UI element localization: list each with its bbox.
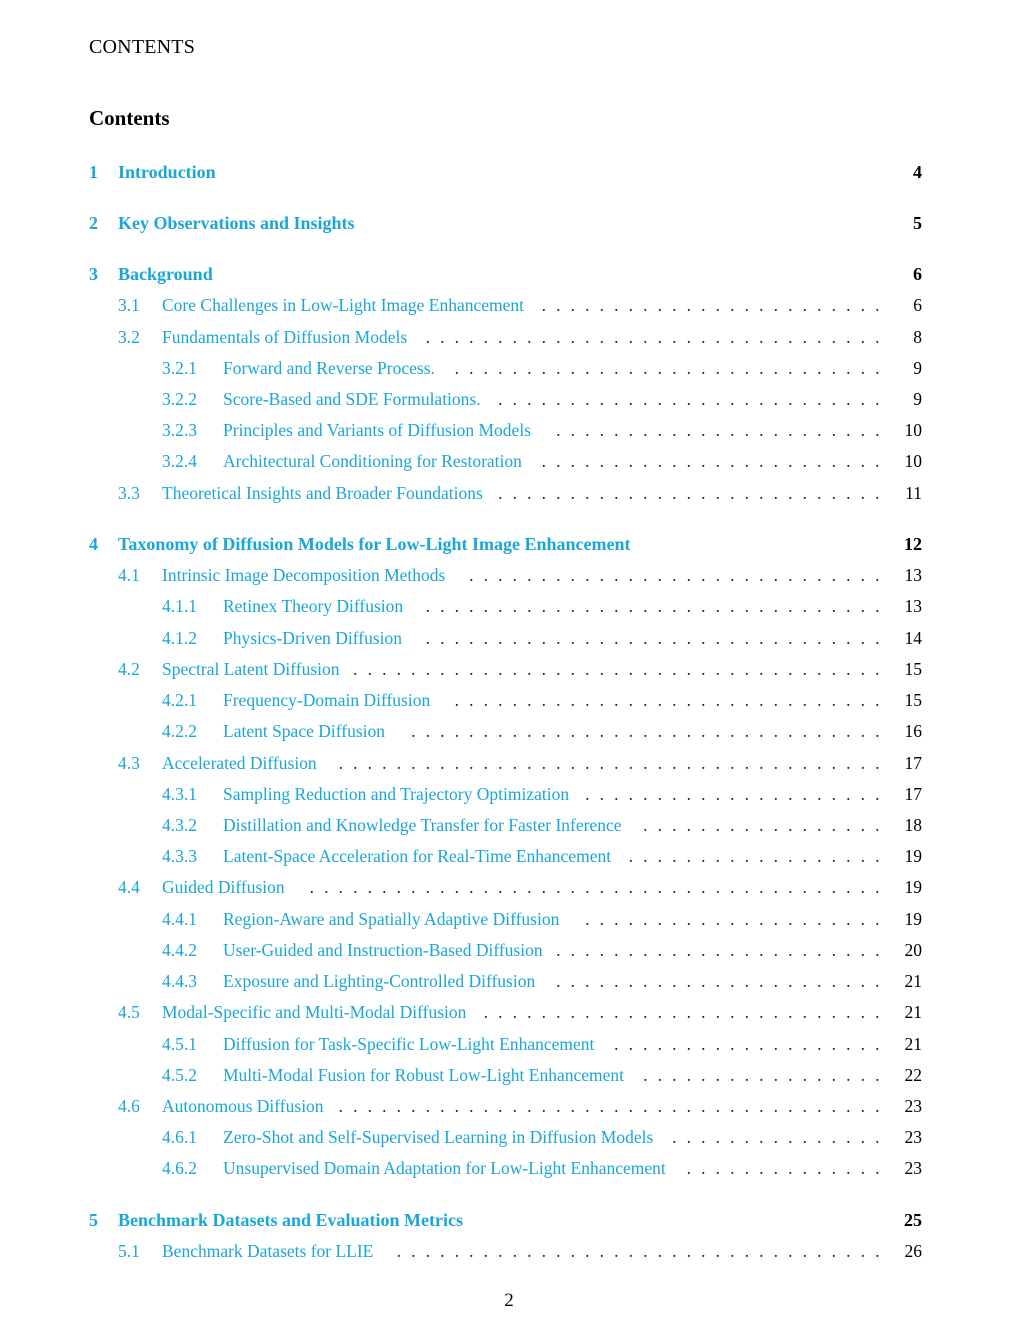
toc-entry-number[interactable]: 4.3.1: [162, 784, 197, 804]
toc-entry[interactable]: [0, 687, 1018, 713]
dot-leader: . . . . . . . . . . . . . . . . . . . . . . . .: [541, 295, 880, 315]
dot-leader: . . . . . . . . . . . . . . . . . . . . .: [585, 784, 880, 804]
toc-entry-title[interactable]: Multi-Modal Fusion for Robust Low-Light Enhancement: [223, 1062, 632, 1088]
dot-leader: . . . . . . . . . . . . . . . . . . . . . . . .: [541, 451, 880, 471]
toc-entry-title[interactable]: Guided Diffusion: [162, 874, 293, 900]
toc-entry[interactable]: [0, 937, 1018, 963]
toc-entry-number[interactable]: 4.1: [118, 565, 140, 585]
toc-entry-page: 8: [913, 327, 922, 347]
toc-entry[interactable]: [0, 1093, 1018, 1119]
toc-entry-page: 11: [905, 483, 922, 503]
toc-entry-title[interactable]: Principles and Variants of Diffusion Models: [223, 417, 539, 443]
toc-entry-number[interactable]: 3.2.2: [162, 389, 197, 409]
toc-entry[interactable]: [0, 999, 1018, 1025]
toc-entry-title[interactable]: Autonomous Diffusion: [162, 1093, 332, 1119]
toc-entry[interactable]: [0, 324, 1018, 350]
toc-entry-title[interactable]: Benchmark Datasets and Evaluation Metrics: [118, 1207, 471, 1233]
toc-entry-number[interactable]: 3: [89, 264, 98, 284]
dot-leader: . . . . . . . . . . . . . . . . . .: [628, 846, 880, 866]
toc-entry-page: 15: [904, 690, 922, 710]
toc-entry[interactable]: [0, 750, 1018, 776]
toc-entry-title[interactable]: Exposure and Lighting-Controlled Diffusion: [223, 968, 543, 994]
toc-entry-title[interactable]: Taxonomy of Diffusion Models for Low-Light Image Enhancement: [118, 531, 639, 557]
toc-entry-page: 21: [904, 1002, 922, 1022]
dot-leader: . . . . . . . . . . . . . . . . . . . . . . . . . . . . . . . .: [425, 327, 880, 347]
toc-entry[interactable]: [0, 562, 1018, 588]
toc-entry-number[interactable]: 4.5.2: [162, 1065, 197, 1085]
toc-entry-page: 6: [913, 295, 922, 315]
toc-entry-title[interactable]: Intrinsic Image Decomposition Methods: [162, 562, 453, 588]
toc-entry[interactable]: [0, 625, 1018, 651]
toc-entry-number[interactable]: 3.3: [118, 483, 140, 503]
toc-entry-number[interactable]: 5: [89, 1210, 98, 1230]
toc-entry-number[interactable]: 3.2.4: [162, 451, 197, 471]
toc-entry-page: 16: [904, 721, 922, 741]
toc-entry-page: 10: [904, 420, 922, 440]
toc-entry[interactable]: [0, 1207, 1018, 1233]
toc-entry-page: 20: [904, 940, 922, 960]
toc-entry-page: 13: [904, 596, 922, 616]
toc-entry-page: 5: [913, 213, 922, 233]
toc-entry[interactable]: [0, 448, 1018, 474]
toc-entry-title[interactable]: Physics-Driven Diffusion: [223, 625, 410, 651]
dot-leader: . . . . . . . . . . . . . .: [686, 1158, 880, 1178]
dot-leader: . . . . . . . . . . . . . . . . . . . . . . . . . . . . . .: [454, 358, 880, 378]
toc-entry[interactable]: [0, 781, 1018, 807]
toc-entry-title[interactable]: User-Guided and Instruction-Based Diffusion: [223, 937, 551, 963]
toc-entry-page: 23: [904, 1158, 922, 1178]
toc-entry-page: 26: [904, 1241, 922, 1261]
toc-entry-page: 9: [913, 389, 922, 409]
toc-entry-title[interactable]: Score-Based and SDE Formulations.: [223, 386, 489, 412]
dot-leader: . . . . . . . . . . . . . . . . . . . . . . . . . . .: [498, 389, 880, 409]
toc-entry-number[interactable]: 4.5: [118, 1002, 140, 1022]
dot-leader: . . . . . . . . . . . . . . . . . . . . .: [585, 909, 880, 929]
toc-entry-page: 22: [904, 1065, 922, 1085]
toc-heading: Contents: [89, 106, 170, 130]
dot-leader: . . . . . . . . . . . . . . . . . . . . . . . . . . . . . . . . . . . . . .: [338, 1096, 880, 1116]
toc-entry-title[interactable]: Diffusion for Task-Specific Low-Light Enhancement: [223, 1031, 602, 1057]
toc-entry-number[interactable]: 4.2.1: [162, 690, 197, 710]
toc-entry[interactable]: [0, 843, 1018, 869]
toc-entry-number[interactable]: 4.1.2: [162, 628, 197, 648]
toc-entry[interactable]: [0, 292, 1018, 318]
toc-entry-title[interactable]: Core Challenges in Low-Light Image Enhancement: [162, 292, 532, 318]
toc-entry-page: 13: [904, 565, 922, 585]
dot-leader: . . . . . . . . . . . . . . . . . . . . . . . . . . . . . . . . . . . . .: [353, 659, 880, 679]
dot-leader: . . . . . . . . . . . . . . . . . . . . . . . . . . . .: [483, 1002, 880, 1022]
dot-leader: . . . . . . . . . . . . . . .: [672, 1127, 880, 1147]
toc-entry-number[interactable]: 4.4.2: [162, 940, 197, 960]
toc-entry-page: 17: [904, 784, 922, 804]
toc-entry-number[interactable]: 4.3.2: [162, 815, 197, 835]
toc-entry[interactable]: [0, 1062, 1018, 1088]
toc-entry-page: 12: [904, 534, 922, 554]
toc-entry-title[interactable]: Introduction: [118, 159, 224, 185]
toc-entry-title[interactable]: Latent Space Diffusion: [223, 718, 393, 744]
dot-leader: . . . . . . . . . . . . . . . . . . . . . . .: [556, 420, 880, 440]
running-head: CONTENTS: [89, 36, 196, 58]
toc-entry[interactable]: [0, 656, 1018, 682]
toc-entry-title[interactable]: Zero-Shot and Self-Supervised Learning in Diffusion Models: [223, 1124, 661, 1150]
dot-leader: . . . . . . . . . . . . . . . . . . . . . . . . . . . . .: [469, 565, 880, 585]
toc-entry-title[interactable]: Theoretical Insights and Broader Foundations: [162, 480, 491, 506]
toc-entry-title[interactable]: Architectural Conditioning for Restoration: [223, 448, 530, 474]
toc-entry-title[interactable]: Sampling Reduction and Trajectory Optimization: [223, 781, 577, 807]
toc-entry-page: 19: [904, 846, 922, 866]
toc-entry[interactable]: [0, 1124, 1018, 1150]
toc-entry[interactable]: [0, 593, 1018, 619]
toc-entry-title[interactable]: Fundamentals of Diffusion Models: [162, 324, 415, 350]
toc-entry[interactable]: [0, 386, 1018, 412]
toc-entry-title[interactable]: Distillation and Knowledge Transfer for Faster Inference: [223, 812, 630, 838]
toc-entry-page: 9: [913, 358, 922, 378]
toc-entry-number[interactable]: 4: [89, 534, 98, 554]
toc-entry-page: 19: [904, 877, 922, 897]
toc-entry-title[interactable]: Benchmark Datasets for LLIE: [162, 1238, 381, 1264]
toc-entry[interactable]: [0, 968, 1018, 994]
toc-entry-page: 18: [904, 815, 922, 835]
dot-leader: . . . . . . . . . . . . . . . . .: [643, 815, 880, 835]
toc-entry-title[interactable]: Latent-Space Acceleration for Real-Time Enhancement: [223, 843, 619, 869]
toc-entry-page: 17: [904, 753, 922, 773]
toc-entry-number[interactable]: 4.4: [118, 877, 140, 897]
dot-leader: . . . . . . . . . . . . . . . . . . . . . . . . . . . . . . . .: [425, 628, 880, 648]
toc-entry-page: 6: [913, 264, 922, 284]
toc-entry[interactable]: [0, 210, 1018, 236]
page-number: 2: [504, 1290, 514, 1311]
toc-entry-title[interactable]: Accelerated Diffusion: [162, 750, 325, 776]
toc-entry[interactable]: [0, 480, 1018, 506]
toc-entry-number[interactable]: 4.3: [118, 753, 140, 773]
toc-entry[interactable]: [0, 531, 1018, 557]
toc-entry-title[interactable]: Region-Aware and Spatially Adaptive Diffusion: [223, 906, 567, 932]
toc-entry[interactable]: [0, 355, 1018, 381]
dot-leader: . . . . . . . . . . . . . . . . . . . . . . . . . . .: [498, 483, 880, 503]
dot-leader: . . . . . . . . . . . . . . . . . . . . . . .: [556, 971, 880, 991]
dot-leader: . . . . . . . . . . . . . . . . . . . . . . . . . . . . . . . . .: [411, 721, 880, 741]
toc-entry[interactable]: [0, 159, 1018, 185]
toc-entry-page: 23: [904, 1096, 922, 1116]
toc-entry-number[interactable]: 5.1: [118, 1241, 140, 1261]
toc-entry[interactable]: [0, 1031, 1018, 1057]
dot-leader: . . . . . . . . . . . . . . . . . . .: [614, 1034, 880, 1054]
toc-entry-number[interactable]: 4.6.2: [162, 1158, 197, 1178]
toc-entry-number[interactable]: 1: [89, 162, 98, 182]
toc-entry-number[interactable]: 3.2.3: [162, 420, 197, 440]
toc-entry-page: 21: [904, 1034, 922, 1054]
toc-entry-title[interactable]: Unsupervised Domain Adaptation for Low-Light Enhancement: [223, 1155, 674, 1181]
toc-entry-title[interactable]: Forward and Reverse Process.: [223, 355, 443, 381]
dot-leader: . . . . . . . . . . . . . . . . .: [643, 1065, 880, 1085]
toc-entry-number[interactable]: 4.6: [118, 1096, 140, 1116]
toc-entry-number[interactable]: 3.2.1: [162, 358, 197, 378]
dot-leader: . . . . . . . . . . . . . . . . . . . . . . . . . . . . . . . . . . . . . . . .: [309, 877, 880, 897]
toc-entry-page: 19: [904, 909, 922, 929]
toc-entry-title[interactable]: Key Observations and Insights: [118, 210, 363, 236]
toc-entry-number[interactable]: 4.6.1: [162, 1127, 197, 1147]
toc-entry[interactable]: [0, 906, 1018, 932]
toc-entry[interactable]: [0, 417, 1018, 443]
dot-leader: . . . . . . . . . . . . . . . . . . . . . . . . . . . . . . . . . .: [396, 1241, 880, 1261]
toc-entry-number[interactable]: 3.1: [118, 295, 140, 315]
toc-entry-page: 21: [904, 971, 922, 991]
toc-entry-number[interactable]: 4.3.3: [162, 846, 197, 866]
toc-entry-page: 10: [904, 451, 922, 471]
toc-entry-title[interactable]: Retinex Theory Diffusion: [223, 593, 411, 619]
dot-leader: . . . . . . . . . . . . . . . . . . . . . . . . . . . . . . . . . . . . . .: [338, 753, 880, 773]
dot-leader: . . . . . . . . . . . . . . . . . . . . . . . . . . . . . .: [454, 690, 880, 710]
toc-entry-number[interactable]: 4.4.1: [162, 909, 197, 929]
toc-entry-number[interactable]: 4.2.2: [162, 721, 197, 741]
toc-entry-page: 15: [904, 659, 922, 679]
toc-entry[interactable]: [0, 718, 1018, 744]
toc-entry-page: 14: [904, 628, 922, 648]
toc-entry-number[interactable]: 4.4.3: [162, 971, 197, 991]
toc-entry-number[interactable]: 4.5.1: [162, 1034, 197, 1054]
toc-entry-title[interactable]: Background: [118, 261, 221, 287]
toc-entry-title[interactable]: Spectral Latent Diffusion: [162, 656, 348, 682]
toc-entry-title[interactable]: Modal-Specific and Multi-Modal Diffusion: [162, 999, 474, 1025]
toc-entry-page: 25: [904, 1210, 922, 1230]
toc-entry[interactable]: [0, 812, 1018, 838]
toc-entry-number[interactable]: 4.2: [118, 659, 140, 679]
toc-entry-number[interactable]: 3.2: [118, 327, 140, 347]
toc-entry[interactable]: [0, 874, 1018, 900]
toc-entry-title[interactable]: Frequency-Domain Diffusion: [223, 687, 438, 713]
toc-entry-number[interactable]: 4.1.1: [162, 596, 197, 616]
toc-entry[interactable]: [0, 261, 1018, 287]
toc-entry-number[interactable]: 2: [89, 213, 98, 233]
dot-leader: . . . . . . . . . . . . . . . . . . . . . . . . . . . . . . . .: [425, 596, 880, 616]
toc-entry[interactable]: [0, 1238, 1018, 1264]
toc-entry-page: 23: [904, 1127, 922, 1147]
dot-leader: . . . . . . . . . . . . . . . . . . . . . . .: [556, 940, 880, 960]
toc-entry-page: 4: [913, 162, 922, 182]
toc-entry[interactable]: [0, 1155, 1018, 1181]
